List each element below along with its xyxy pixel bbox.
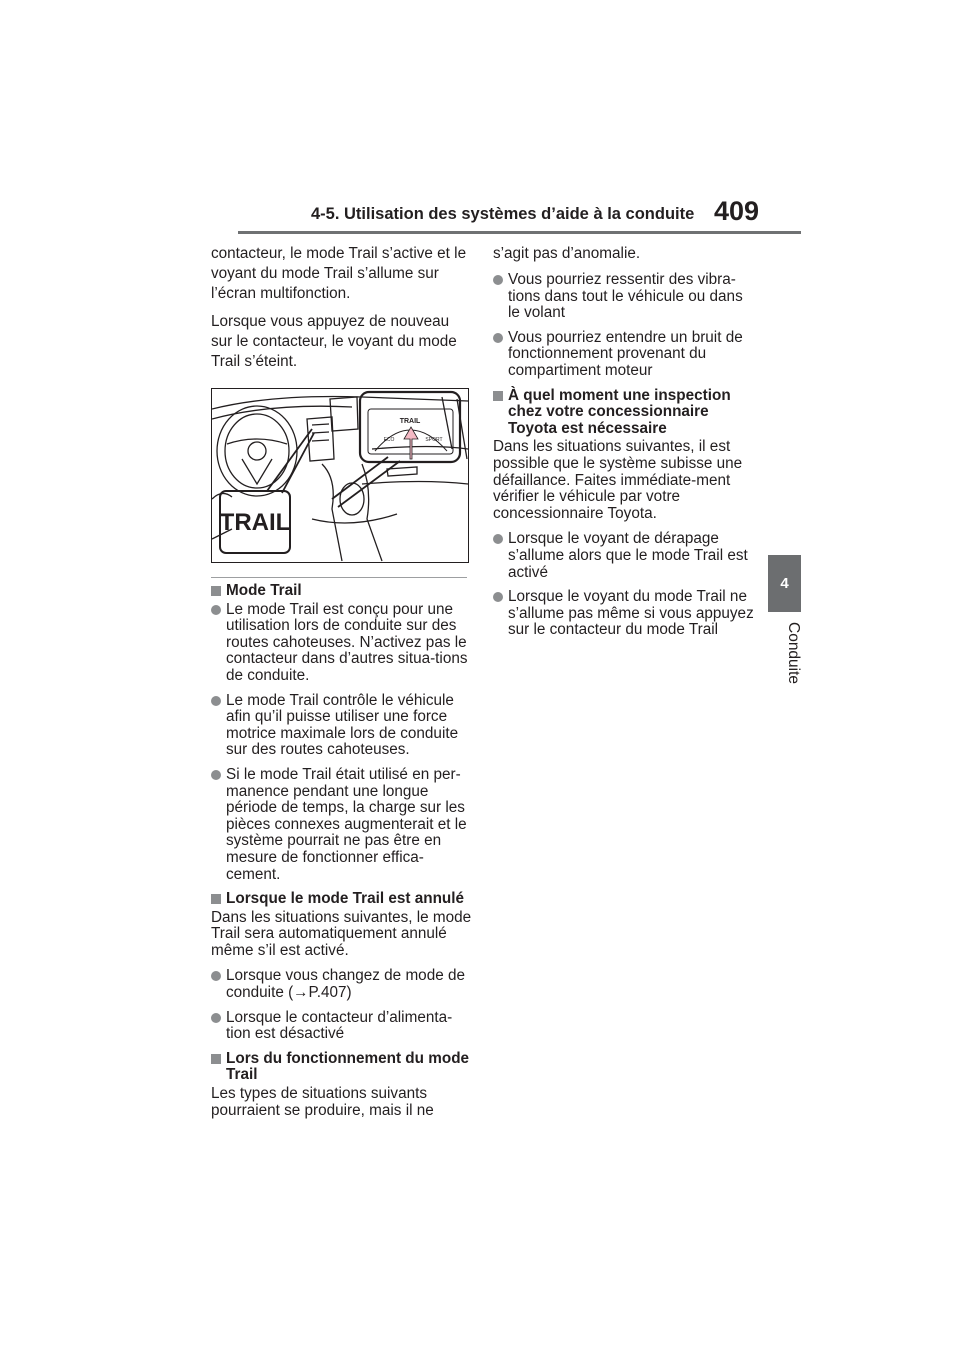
- list-item: Le mode Trail contrôle le véhicule afin qu’il puisse utiliser une force motrice maximale lors de conduite sur des routes cahoteuses.: [211, 693, 473, 759]
- chapter-tab: 4: [768, 555, 801, 612]
- square-bullet-icon: [493, 391, 503, 401]
- gauge-eco-label: ECO: [383, 437, 395, 443]
- intro-paragraph-2: Lorsque vous appuyez de nouveau sur le contacteur, le voyant du mode Trail s’éteint.: [211, 313, 457, 370]
- trail-switch-illustration: [211, 388, 469, 563]
- header-divider: [238, 231, 801, 234]
- chapter-label: Conduite: [785, 622, 802, 685]
- section-heading-inspection: À quel moment une inspection chez votre concessionnaire Toyota est nécessaire: [493, 388, 755, 438]
- bullet-dot-icon: [493, 333, 503, 343]
- list-item: Lorsque vous changez de mode de conduite (→P.407): [211, 968, 473, 1001]
- section-title: 4-5. Utilisation des systèmes d’aide à la conduite: [311, 205, 695, 223]
- list-item: Lorsque le voyant du mode Trail ne s’allume pas même si vous appuyez sur le contacteur du mode Trail: [493, 589, 755, 639]
- bullet-dot-icon: [211, 971, 221, 981]
- section-text: Dans les situations suivantes, il est possible que le système subisse une défaillance. Faites immédiate-ment vérifier le véhicule par votre concessionnaire Toyota.: [493, 438, 743, 522]
- bullet-dot-icon: [211, 605, 221, 615]
- gauge-sport-label: SPORT: [425, 437, 443, 443]
- section-heading-mode-trail: Mode Trail: [211, 583, 473, 600]
- left-column: [211, 244, 473, 1128]
- bullet-dot-icon: [211, 770, 221, 780]
- section-text: Dans les situations suivantes, le mode Trail sera automatiquement annulé même s’il est activé.: [211, 908, 472, 959]
- bullet-dot-icon: [493, 534, 503, 544]
- list-item: Lorsque le contacteur d’alimenta-tion est désactivé: [211, 1010, 473, 1043]
- list-item: Vous pourriez entendre un bruit de fonctionnement provenant du compartiment moteur: [493, 330, 755, 380]
- page-number: 409: [714, 196, 760, 226]
- right-column: [493, 244, 755, 647]
- list-item: Le mode Trail est conçu pour une utilisation lors de conduite sur des routes cahoteuses. N’activez pas le contacteur dans d’autres situa-tions de conduite.: [211, 602, 473, 685]
- continuation-text: s’agit pas d’anomalie.: [493, 245, 641, 262]
- list-item: Lorsque le voyant de dérapage s’allume alors que le mode Trail est activé: [493, 531, 755, 581]
- section-heading-fonctionnement: Lors du fonctionnement du mode Trail: [211, 1051, 473, 1084]
- bullet-dot-icon: [211, 1013, 221, 1023]
- square-bullet-icon: [211, 894, 221, 904]
- intro-paragraph-1: contacteur, le mode Trail s’active et le voyant du mode Trail s’allume sur l’écran multifonction.: [211, 245, 467, 302]
- display-trail-label: TRAIL: [399, 418, 421, 425]
- list-item: Si le mode Trail était utilisé en per-manence pendant une longue période de temps, la charge sur les pièces connexes augmenterait et le système pourrait ne pas être en mesure de fonctionner effica-cement.: [211, 767, 473, 883]
- bullet-dot-icon: [211, 696, 221, 706]
- list-item: Vous pourriez ressentir des vibra-tions dans tout le véhicule ou dans le volant: [493, 272, 755, 322]
- square-bullet-icon: [211, 1054, 221, 1064]
- bullet-dot-icon: [493, 275, 503, 285]
- trail-callout-label: TRAIL: [219, 509, 291, 536]
- section-text: Les types de situations suivants pourraient se produire, mais il ne: [211, 1085, 434, 1119]
- square-bullet-icon: [211, 586, 221, 596]
- figure-divider: [211, 577, 467, 578]
- dashboard-drawing: [212, 389, 468, 562]
- bullet-dot-icon: [493, 592, 503, 602]
- section-heading-annule: Lorsque le mode Trail est annulé: [211, 891, 473, 908]
